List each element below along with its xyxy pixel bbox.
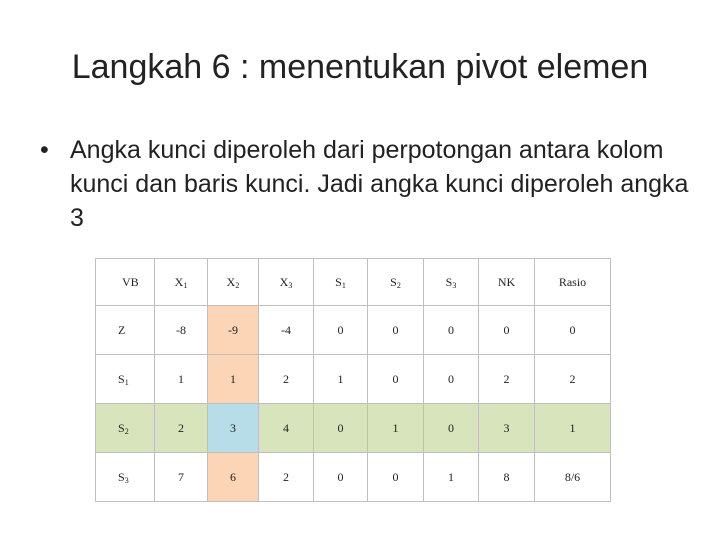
table-cell: 0	[368, 453, 424, 502]
key-column-cell: 6	[208, 453, 259, 502]
header-row	[96, 259, 611, 306]
row-label: Z	[96, 306, 155, 355]
row-label: $S_2$	[96, 404, 155, 453]
bullet-item	[40, 133, 690, 235]
table-cell: 0	[424, 306, 479, 355]
table-cell: 2	[479, 355, 535, 404]
table-cell: 2	[259, 453, 314, 502]
table-row-s2-key-row	[96, 404, 611, 453]
key-row-cell: 0	[314, 404, 368, 453]
table-cell: 0	[479, 306, 535, 355]
slide-title: Langkah 6 : menentukan pivot elemen	[71, 48, 649, 86]
table-cell: 8	[479, 453, 535, 502]
table-cell: 1	[314, 355, 368, 404]
table-cell: 0	[314, 306, 368, 355]
bullet-text: Angka kunci diperoleh dari perpotongan antara kolom kunci dan baris kunci. Jadi angka kunci diperoleh angka 3	[70, 136, 689, 232]
bullet-dot: •	[40, 136, 49, 164]
key-row-cell: 1	[368, 404, 424, 453]
table-cell: 0	[535, 306, 611, 355]
key-row-cell: 1	[535, 404, 611, 453]
table-cell: 0	[368, 306, 424, 355]
table-row-s1	[96, 355, 611, 404]
key-column-cell: -9	[208, 306, 259, 355]
key-row-cell: 2	[155, 404, 208, 453]
table-cell: 0	[368, 355, 424, 404]
table-cell: 1	[424, 453, 479, 502]
key-row-cell: 4	[259, 404, 314, 453]
header-cell-x3: $X_3$	[259, 259, 314, 306]
header-cell-rasio: Rasio	[535, 259, 611, 306]
row-label: $S_3$	[96, 453, 155, 502]
table-cell: 2	[535, 355, 611, 404]
header-cell-x2: $X_2$	[208, 259, 259, 306]
table-cell: 0	[314, 453, 368, 502]
table-cell: -8	[155, 306, 208, 355]
key-row-cell: 3	[479, 404, 535, 453]
key-column-cell: 1	[208, 355, 259, 404]
simplex-table	[95, 258, 611, 502]
row-label: $S_1$	[96, 355, 155, 404]
header-cell-s3: $S_3$	[424, 259, 479, 306]
header-cell-vb: VB	[96, 259, 155, 306]
table-cell: 1	[155, 355, 208, 404]
header-cell-nk: NK	[479, 259, 535, 306]
table-cell: 2	[259, 355, 314, 404]
header-cell-s2: $S_2$	[368, 259, 424, 306]
table-row-z	[96, 306, 611, 355]
key-row-cell: 0	[424, 404, 479, 453]
header-cell-x1: $X_1$	[155, 259, 208, 306]
table-cell: 0	[424, 355, 479, 404]
table-row-s3	[96, 453, 611, 502]
table-cell: -4	[259, 306, 314, 355]
pivot-cell: 3	[208, 404, 259, 453]
header-cell-s1: $S_1$	[314, 259, 368, 306]
table-cell: 8/6	[535, 453, 611, 502]
table-cell: 7	[155, 453, 208, 502]
